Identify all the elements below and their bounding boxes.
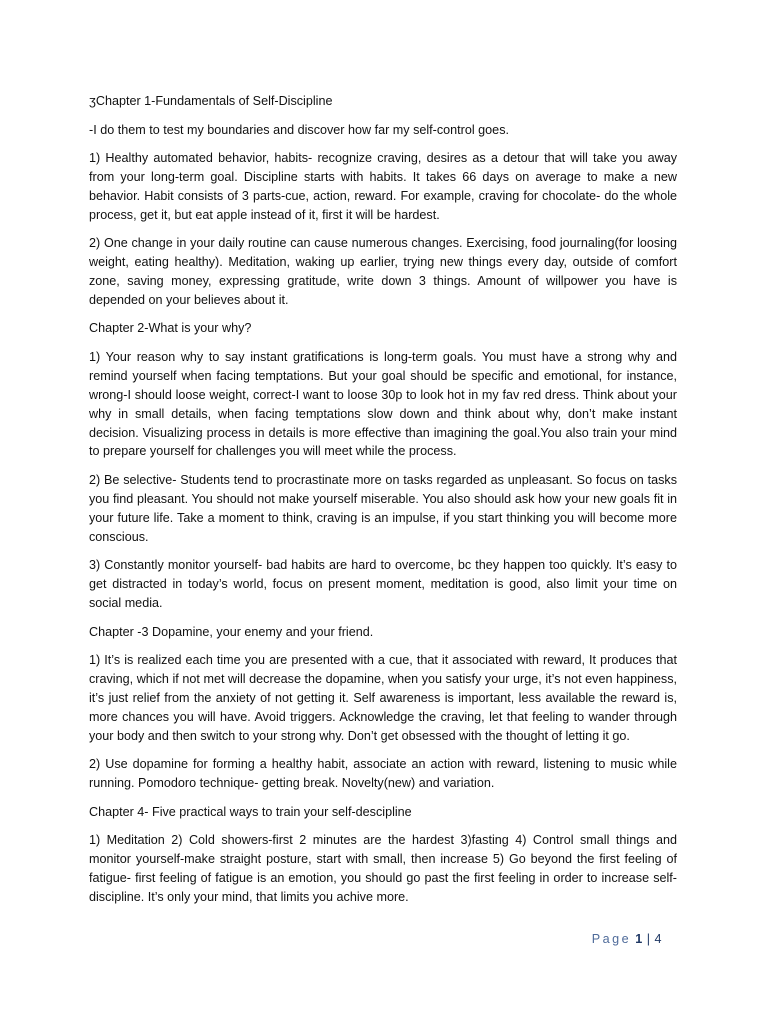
current-page-number: 1 — [635, 932, 643, 946]
total-pages: 4 — [654, 932, 662, 946]
chapter-4-heading: Chapter 4- Five practical ways to train your self-descipline — [89, 804, 412, 819]
paragraph: 3) Constantly monitor yourself- bad habits are hard to overcome, bc they happen too quickly. It’s easy to get distracted in today’s world, focus on present moment, meditation is good, also limit your time on social media. — [89, 558, 677, 610]
paragraph: 1) Healthy automated behavior, habits- recognize craving, desires as a detour that will take you away from your long-term goal. Discipline starts with habits. It takes 66 days on average to make a new behavior. Habit consists of 3 parts-cue, action, reward. For example, craving for chocolate- do the whole process, get it, but eat apple instead of it, first it will be hardest. — [89, 151, 677, 222]
page-separator: | — [646, 932, 651, 946]
chapter-3-heading: Chapter -3 Dopamine, your enemy and your friend. — [89, 624, 374, 639]
page-number-footer — [592, 932, 662, 946]
paragraph: 1) Meditation 2) Cold showers-first 2 minutes are the hardest 3)fasting 4) Control small things and monitor yourself-make straight posture, start with small, then increase 5) Go beyond the first feeling of fatigue- first feeling of fatigue is an emotion, you should go past the first feeling in order to increase self-discipline. It’s only your mind, that limits you achive more. — [89, 833, 677, 904]
document-page — [89, 92, 677, 916]
paragraph: 1) It’s is realized each time you are presented with a cue, that it associated with reward, It produces that craving, which if not met will decrease the dopamine, when you satisfy your urge, it’s not even happiness, it’s just relief from the anxiety of not getting it. Self awareness is important, less available the reward is, more chances you will have. Avoid triggers. Acknowledge the craving, let that feeling to wander through your body and then switch to your strong why. Don’t get obsessed with the thought of letting it go. — [89, 653, 677, 743]
chapter-2-heading: Chapter 2-What is your why? — [89, 321, 252, 336]
paragraph: 2) Use dopamine for forming a healthy habit, associate an action with reward, listening to music while running. Pomodoro technique- getting break. Novelty(new) and variation. — [89, 757, 677, 791]
chapter-1-heading: ʒChapter 1-Fundamentals of Self-Discipline — [89, 94, 333, 108]
page-label: Page — [591, 932, 632, 946]
paragraph: 1) Your reason why to say instant gratifications is long-term goals. You must have a strong why and remind yourself when facing temptations. But your goal should be specific and emotional, for instance, wrong-I should loose weight, correct-I want to loose 30p to look hot in my fav red dress. Think about your why in small details, when facing temptations slow down and think about why, don’t make instant decision. Visualizing process in details is more effective than imagining the goal.You also train your mind to prepare yourself for challenges you will meet while the process. — [89, 349, 677, 459]
paragraph: 2) Be selective- Students tend to procrastinate more on tasks regarded as unpleasant. So focus on tasks you find pleasant. You should not make yourself miserable. You also should ask how your new goals fit in your future life. Take a moment to think, craving is an impulse, if you start thinking you will become more conscious. — [89, 472, 677, 544]
paragraph: 2) One change in your daily routine can cause numerous changes. Exercising, food journaling(for loosing weight, eating healthy). Meditation, waking up earlier, trying new things every day, outside of comfort zone, saving money, expressing gratitude, write down 3 things. Amount of willpower you have is depended on your believes about it. — [89, 236, 677, 307]
paragraph: -I do them to test my boundaries and discover how far my self-control goes. — [89, 122, 509, 137]
